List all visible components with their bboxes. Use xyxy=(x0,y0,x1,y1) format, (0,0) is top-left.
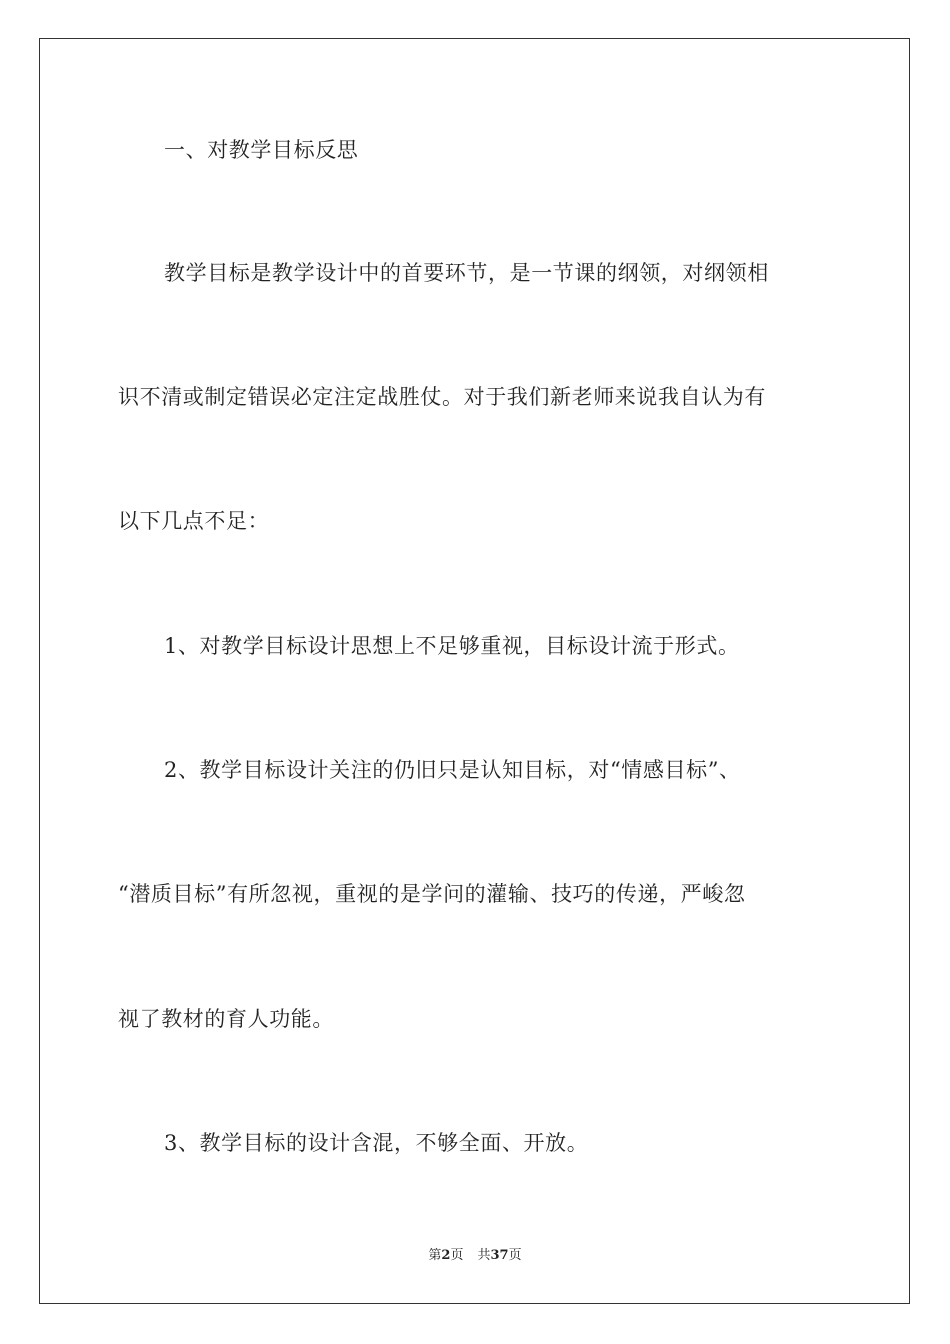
list-item-2-line-2: “潜质目标”有所忽视，重视的是学问的灌输、技巧的传递，严峻忽 xyxy=(118,882,746,906)
list-item-1: 1、对教学目标设计思想上不足够重视，目标设计流于形式。 xyxy=(164,634,740,658)
paragraph-1-line-1: 教学目标是教学设计中的首要环节，是一节课的纲领，对纲领相 xyxy=(164,261,769,285)
section-heading: 一、对教学目标反思 xyxy=(164,138,359,162)
page-prefix: 第 xyxy=(428,1248,442,1263)
page-suffix: 页 xyxy=(450,1248,464,1263)
total-prefix: 共 xyxy=(477,1248,491,1263)
paragraph-1-line-3: 以下几点不足： xyxy=(118,509,270,533)
list-item-2-line-1: 2、教学目标设计关注的仍旧只是认知目标，对“情感目标”、 xyxy=(164,758,741,782)
paragraph-1-line-2: 识不清或制定错误必定注定战胜仗。对于我们新老师来说我自认为有 xyxy=(118,385,766,409)
page-number: 2 xyxy=(441,1248,451,1263)
list-item-2-line-3: 视了教材的育人功能。 xyxy=(118,1007,334,1031)
total-pages: 37 xyxy=(490,1248,509,1263)
list-item-3: 3、教学目标的设计含混，不够全面、开放。 xyxy=(164,1131,589,1155)
page-border xyxy=(39,38,910,1304)
total-suffix: 页 xyxy=(508,1248,522,1263)
page-footer xyxy=(0,1247,950,1265)
